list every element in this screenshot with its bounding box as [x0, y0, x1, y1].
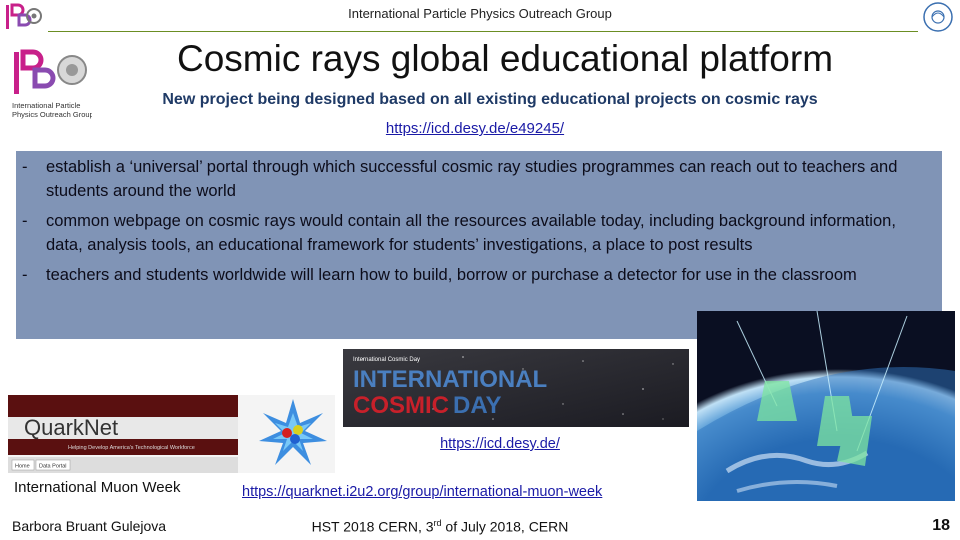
quarknet-banner — [8, 395, 335, 473]
ippog-logo — [10, 48, 92, 120]
footer-conf-sup: rd — [433, 518, 442, 528]
muon-week-label: International Muon Week — [14, 479, 181, 496]
bullet-marker: - — [22, 158, 28, 176]
header-title: International Particle Physics Outreach Group — [348, 6, 612, 21]
bullet-marker: - — [22, 266, 28, 284]
header-divider — [48, 31, 918, 32]
bullet-list — [16, 151, 942, 287]
bullet-text: establish a ‘universal’ portal through which successful cosmic ray studies programmes can reach out to teachers and students around the world — [46, 158, 898, 200]
bullet-marker: - — [22, 212, 28, 230]
icd-line2-day: DAY — [453, 392, 502, 419]
page-number: 18 — [932, 517, 950, 534]
slide-subtitle: New project being designed based on all existing educational projects on cosmic rays — [162, 91, 818, 108]
footer-conf-suffix: of July 2018, CERN — [441, 518, 569, 535]
slide-title: Cosmic rays global educational platform — [176, 38, 834, 79]
logo-line1: International Particle — [12, 101, 81, 110]
cosmic-ray-showers-image — [697, 311, 955, 501]
footer-conf-prefix: HST 2018 CERN, 3 — [311, 518, 434, 535]
bullet-item — [22, 155, 932, 203]
quarknet-tagline: Helping Develop America's Technological Workforce — [68, 445, 195, 451]
bullet-item — [22, 263, 932, 287]
quarknet-nav-home: Home — [15, 463, 30, 470]
muon-week-link[interactable]: https://quarknet.i2u2.org/group/international-muon-week — [242, 484, 603, 500]
quarknet-nav-data: Data Portal — [39, 463, 67, 470]
cern-logo-icon — [918, 0, 958, 34]
icd-link[interactable]: https://icd.desy.de/ — [440, 436, 560, 452]
footer-author: Barbora Bruant Gulejova — [12, 518, 167, 534]
icd-project-link[interactable]: https://icd.desy.de/e49245/ — [385, 120, 565, 137]
footer-conference — [300, 518, 580, 535]
bullet-text: teachers and students worldwide will learn how to build, borrow or purchase a detector for use in the classroom — [46, 266, 857, 284]
icd-small-text: International Cosmic Day — [353, 357, 421, 363]
icd-line1: INTERNATIONAL — [353, 366, 548, 393]
logo-line2: Physics Outreach Group — [12, 110, 92, 119]
bullet-text: common webpage on cosmic rays would contain all the resources available today, including background information, data, analysis tools, an educational framework for students’ investigations, a place to post results — [46, 212, 896, 254]
quarknet-name: QuarkNet — [24, 415, 119, 440]
icd-line2-cosmic: COSMIC — [353, 392, 449, 419]
bullet-item — [22, 209, 932, 257]
international-cosmic-day-banner — [343, 349, 689, 427]
